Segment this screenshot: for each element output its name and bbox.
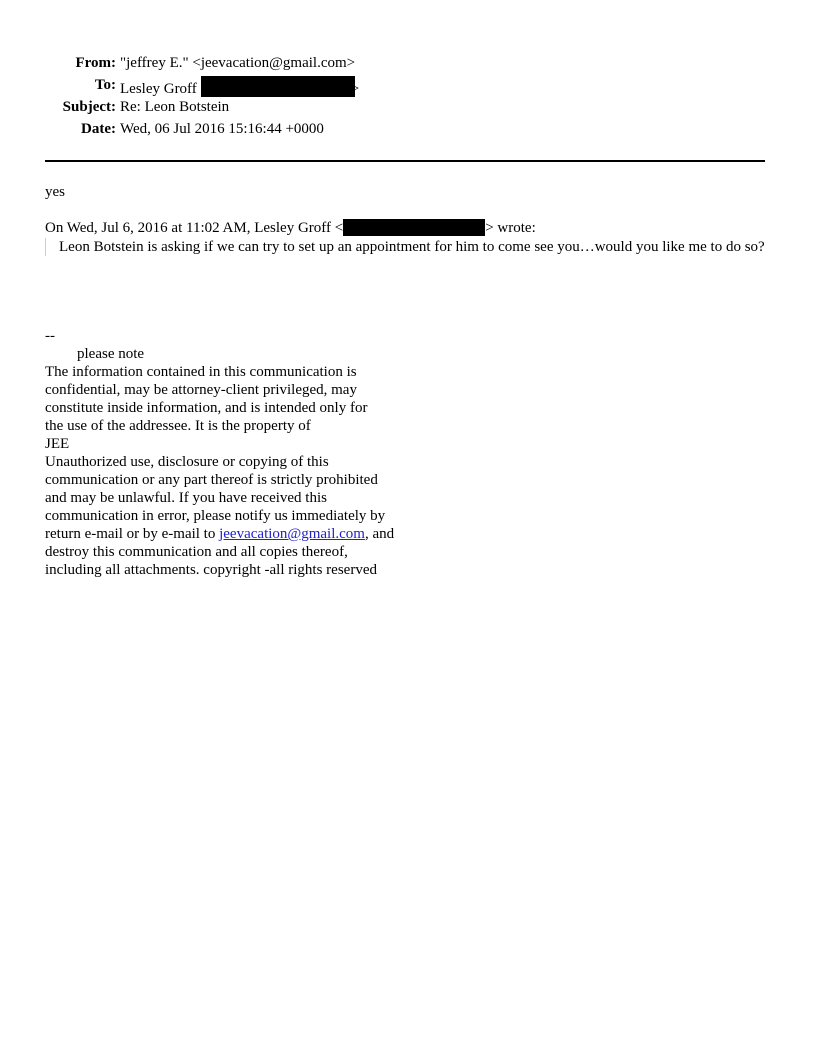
disclaimer-return-line	[45, 525, 445, 543]
disclaimer-line: the use of the addressee. It is the property of	[45, 418, 311, 434]
date-value: Wed, 06 Jul 2016 15:16:44 +0000	[120, 121, 324, 137]
subject-value: Re: Leon Botstein	[120, 99, 230, 115]
return-suffix: , and	[364, 526, 395, 542]
signature-note: please note	[77, 346, 145, 362]
signature-separator: --	[45, 328, 55, 344]
disclaimer-line: and may be unlawful. If you have received this	[45, 490, 327, 506]
disclaimer-line: communication in error, please notify us immediately by	[45, 508, 386, 524]
from-row	[45, 54, 765, 76]
disclaimer-line: including all attachments. copyright -all rights reserved	[45, 562, 377, 578]
email-body	[45, 183, 775, 255]
to-suffix: >	[350, 81, 360, 97]
redaction-block	[343, 219, 485, 236]
disclaimer-line: communication or any part thereof is strictly prohibited	[45, 472, 378, 488]
to-value: Lesley Groff	[120, 81, 197, 97]
to-value-wrapper	[120, 76, 359, 98]
to-label: To:	[94, 77, 116, 93]
attribution-suffix: > wrote:	[485, 220, 536, 236]
email-link[interactable]: jeevacation@gmail.com	[219, 526, 365, 542]
header-divider	[45, 160, 765, 162]
disclaimer-line: confidential, may be attorney-client privileged, may	[45, 382, 357, 398]
disclaimer-line: constitute inside information, and is intended only for	[45, 400, 368, 416]
disclaimer-line: Unauthorized use, disclosure or copying of this	[45, 454, 329, 470]
date-row	[45, 120, 765, 142]
email-headers	[45, 54, 765, 142]
to-row	[45, 76, 765, 98]
attribution-prefix: On Wed, Jul 6, 2016 at 11:02 AM, Lesley Groff <	[45, 220, 344, 236]
redaction-block	[201, 76, 355, 97]
disclaimer-line: The information contained in this communication is	[45, 364, 357, 380]
date-label: Date:	[81, 121, 116, 137]
from-label: From:	[75, 55, 116, 71]
disclaimer-line: JEE	[45, 436, 70, 452]
subject-label: Subject:	[62, 99, 116, 115]
quoted-message: Leon Botstein is asking if we can try to set up an appointment for him to come see you…would you like me to do so?	[45, 238, 770, 256]
return-prefix: return e-mail or by e-mail to	[45, 526, 220, 542]
disclaimer-line: destroy this communication and all copies thereof,	[45, 544, 348, 560]
from-value: "jeffrey E." <jeevacation@gmail.com>	[120, 55, 356, 71]
reply-text: yes	[45, 184, 65, 200]
email-signature	[45, 327, 445, 579]
quote-attribution	[45, 219, 536, 237]
subject-row	[45, 98, 765, 120]
